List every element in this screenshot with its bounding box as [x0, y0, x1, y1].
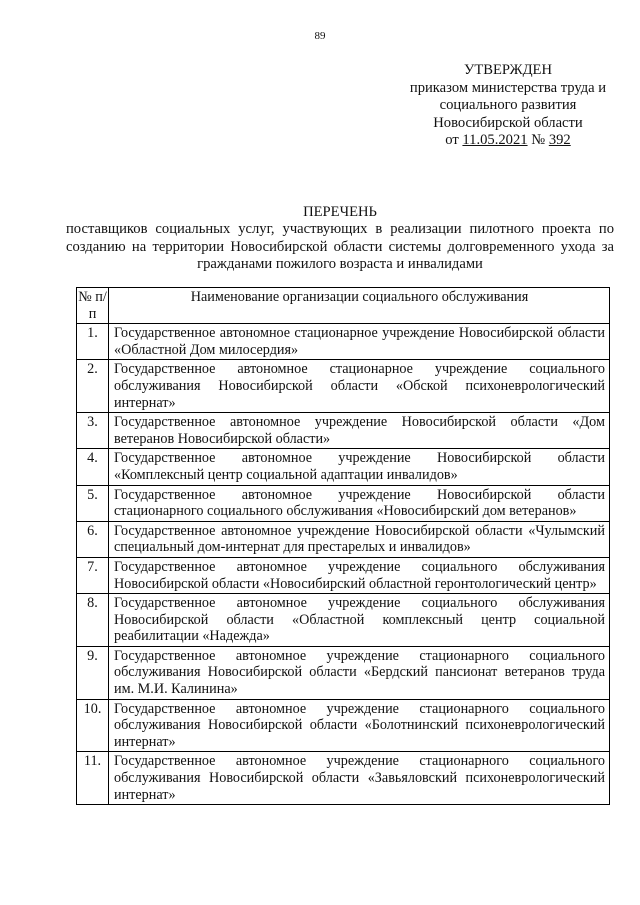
organization-name: Государственное автономное учреждение социального обслуживания Новосибирской области «Областной комплексный центр социальной реабилитации «Надежда» [109, 594, 610, 647]
table-row [77, 485, 610, 521]
row-number: 1. [77, 324, 109, 360]
approval-line: Новосибирской области [433, 114, 583, 131]
page-number: 89 [314, 30, 326, 42]
organization-name: Государственное автономное учреждение Новосибирской области «Дом ветеранов Новосибирской области» [109, 413, 610, 449]
row-number: 10. [77, 699, 109, 752]
approval-title: УТВЕРЖДЕН [464, 62, 552, 78]
organization-name: Государственное автономное стационарное учреждение социального обслуживания Новосибирской области «Обской психоневрологический интернат» [109, 360, 610, 413]
approval-number: 392 [548, 132, 571, 149]
header-name: Наименование организации социального обслуживания [109, 288, 610, 324]
approval-line: приказом министерства труда и [409, 79, 607, 96]
table-header-row [77, 288, 610, 324]
approval-date-line [390, 132, 626, 150]
table-row [77, 324, 610, 360]
table-row [77, 360, 610, 413]
document-subtitle: поставщиков социальных услуг, участвующих в реализации пилотного проекта по созданию на территории Новосибирской области системы долговременного ухода за гражданами пожилого возраста и инвалидами [66, 221, 614, 273]
organization-name: Государственное автономное стационарное учреждение Новосибирской области «Областной Дом милосердия» [109, 324, 610, 360]
table-row [77, 646, 610, 699]
organizations-table [76, 287, 610, 805]
row-number: 7. [77, 557, 109, 593]
header-number: № п/п [77, 288, 109, 324]
row-number: 2. [77, 360, 109, 413]
row-number: 5. [77, 485, 109, 521]
table-row [77, 699, 610, 752]
approval-date: 11.05.2021 [462, 132, 528, 149]
row-number: 3. [77, 413, 109, 449]
date-prefix: от [445, 132, 459, 149]
row-number: 11. [77, 752, 109, 805]
organization-name: Государственное автономное учреждение стационарного социального обслуживания Новосибирской области «Завьяловский психоневрологический интернат» [109, 752, 610, 805]
organization-name: Государственное автономное учреждение Новосибирской области «Чулымский специальный дом-интернат для престарелых и инвалидов» [109, 521, 610, 557]
row-number: 8. [77, 594, 109, 647]
row-number: 9. [77, 646, 109, 699]
organization-name: Государственное автономное учреждение стационарного социального обслуживания Новосибирской области «Бердский пансионат ветеранов труда им. М.И. Калинина» [109, 646, 610, 699]
row-number: 6. [77, 521, 109, 557]
table-row [77, 413, 610, 449]
organization-name: Государственное автономное учреждение социального обслуживания Новосибирской области «Новосибирский областной геронтологический центр» [109, 557, 610, 593]
table-row [77, 521, 610, 557]
table-row [77, 557, 610, 593]
document-heading: ПЕРЕЧЕНЬ [303, 204, 377, 220]
approval-stamp [390, 62, 626, 150]
organization-name: Государственное автономное учреждение Новосибирской области «Комплексный центр социальной адаптации инвалидов» [109, 449, 610, 485]
document-title-block [66, 204, 614, 274]
approval-line: социального развития [439, 97, 577, 114]
organization-name: Государственное автономное учреждение стационарного социального обслуживания Новосибирской области «Болотнинский психоневрологический интернат» [109, 699, 610, 752]
row-number: 4. [77, 449, 109, 485]
table-row [77, 752, 610, 805]
organization-name: Государственное автономное учреждение Новосибирской области стационарного социального обслуживания «Новосибирский дом ветеранов» [109, 485, 610, 521]
table-row [77, 594, 610, 647]
table-row [77, 449, 610, 485]
number-prefix: № [531, 132, 546, 149]
